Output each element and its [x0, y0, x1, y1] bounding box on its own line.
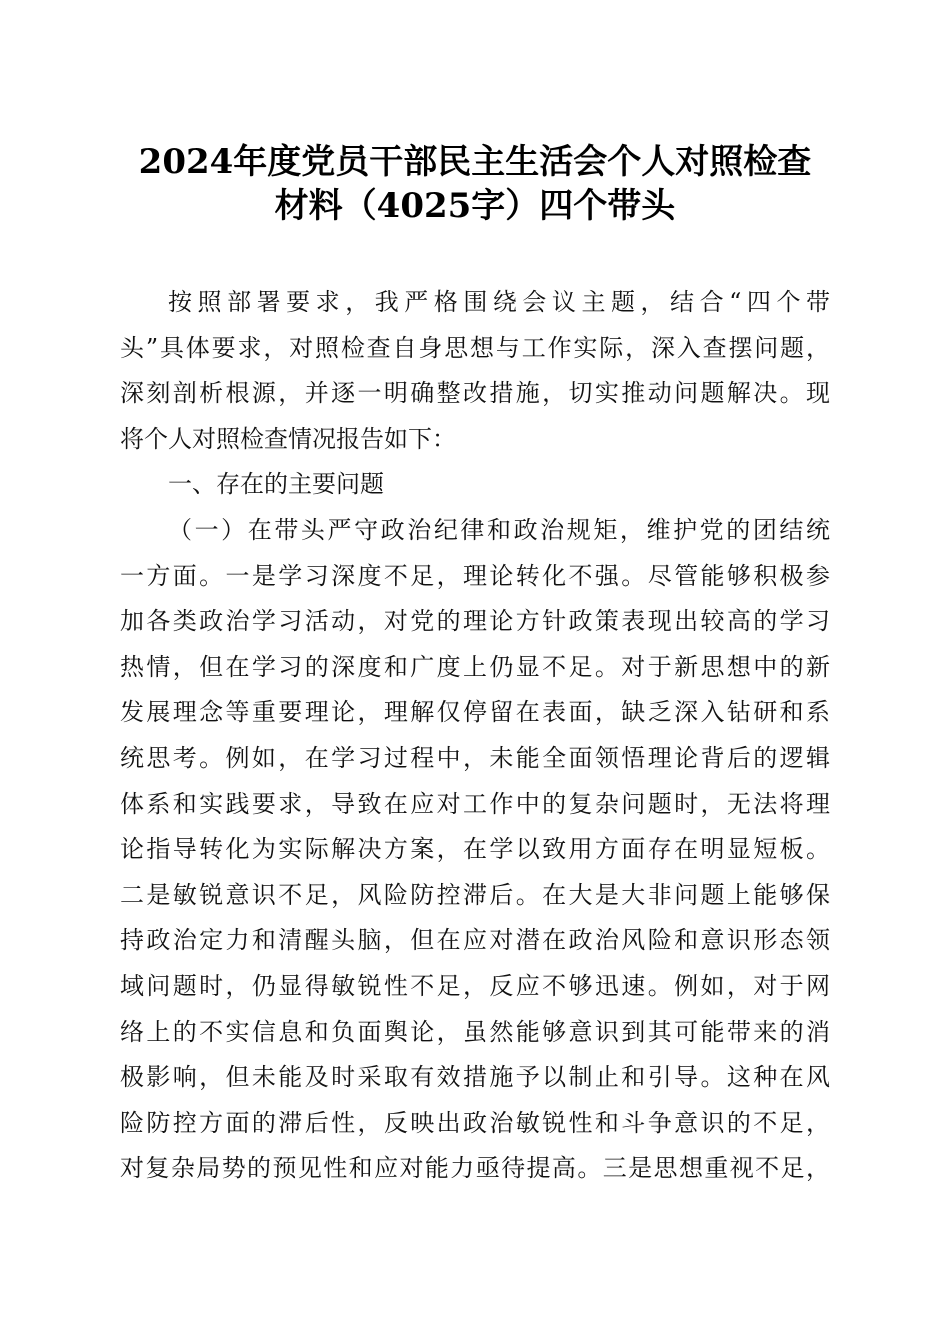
body-line: 深刻剖析根源，并逐一明确整改措施，切实推动问题解决。现	[120, 379, 830, 408]
body-line: 统思考。例如，在学习过程中，未能全面领悟理论背后的逻辑	[120, 743, 830, 772]
body-line: 发展理念等重要理论，理解仅停留在表面，缺乏深入钻研和系	[120, 698, 830, 727]
body-line: 热情，但在学习的深度和广度上仍显不足。对于新思想中的新	[120, 652, 830, 681]
body-line: 域问题时，仍显得敏锐性不足，反应不够迅速。例如，对于网	[120, 971, 830, 1000]
body-line: 一方面。一是学习深度不足，理论转化不强。尽管能够积极参	[120, 561, 830, 590]
body-line: 论指导转化为实际解决方案，在学以致用方面存在明显短板。	[120, 835, 830, 864]
body-line: （一）在带头严守政治纪律和政治规矩，维护党的团结统	[168, 515, 830, 544]
body-line: 络上的不实信息和负面舆论，虽然能够意识到其可能带来的消	[120, 1017, 830, 1046]
body-line: 加各类政治学习活动，对党的理论方针政策表现出较高的学习	[120, 607, 830, 636]
body-line: 险防控方面的滞后性，反映出政治敏锐性和斗争意识的不足，	[120, 1108, 830, 1137]
body-line: 极影响，但未能及时采取有效措施予以制止和引导。这种在风	[120, 1063, 830, 1092]
body-line: 持政治定力和清醒头脑，但在应对潜在政治风险和意识形态领	[120, 926, 830, 955]
body-line: 头”具体要求，对照检查自身思想与工作实际，深入查摆问题，	[120, 333, 830, 362]
body-line: 体系和实践要求，导致在应对工作中的复杂问题时，无法将理	[120, 789, 830, 818]
body-line: 将个人对照检查情况报告如下：	[120, 424, 456, 453]
document-body	[120, 280, 830, 1192]
document-title-line-1: 2024年度党员干部民主生活会个人对照检查	[138, 142, 812, 182]
document-title-line-2: 材料（4025字）四个带头	[274, 186, 676, 226]
body-line: 按照部署要求，我严格围绕会议主题，结合“四个带	[168, 288, 830, 316]
body-line: 对复杂局势的预见性和应对能力亟待提高。三是思想重视不足，	[120, 1154, 830, 1183]
body-line: 二是敏锐意识不足，风险防控滞后。在大是大非问题上能够保	[120, 880, 830, 909]
section-heading: 一、存在的主要问题	[168, 470, 384, 499]
